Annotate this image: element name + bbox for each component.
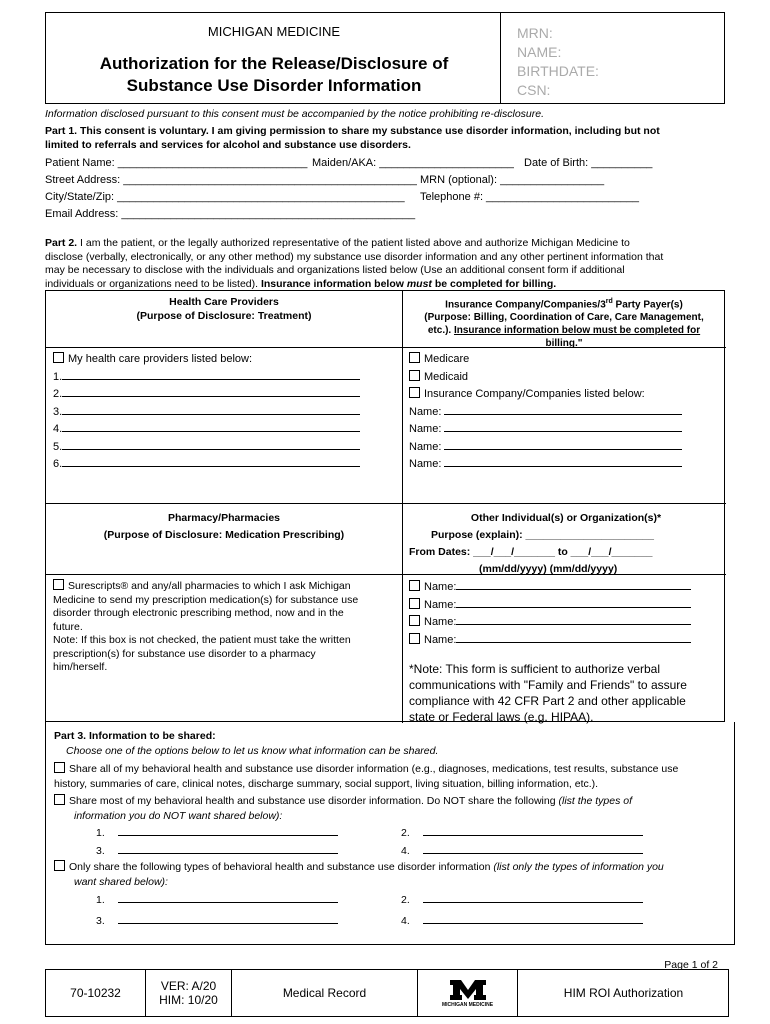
part2-line4: individuals or organizations need to be listed). bbox=[45, 277, 261, 290]
hcp-body bbox=[53, 351, 398, 474]
only-line-4[interactable]: 4. bbox=[401, 915, 643, 927]
roi-authorization: HIM ROI Authorization bbox=[563, 986, 684, 1000]
hcp-check-label: My health care providers listed below: bbox=[68, 353, 253, 365]
form-title-line2: Substance Use Disorder Information bbox=[126, 76, 422, 95]
option-share-only: Only share the following types of behavioral health and substance use disorder information (list only the types of information you want shared below): bbox=[54, 860, 734, 890]
ins-purpose2a: etc.). bbox=[427, 325, 454, 337]
form-title-line1: Authorization for the Release/Disclosure of bbox=[99, 54, 449, 73]
part2-line1: I am the patient, or the legally authorized representative of the patient listed above and authorize Michigan Medicine to bbox=[77, 237, 630, 249]
michigan-medicine-logo bbox=[418, 970, 518, 1016]
mrn-label: MRN: bbox=[517, 25, 553, 41]
hcp-header bbox=[46, 295, 402, 323]
part2-line2: disclose (verbally, electronically, or any other method) my substance use disorder information and any other pertinent information that bbox=[45, 250, 664, 263]
ins-name-2[interactable]: Name: bbox=[409, 421, 721, 439]
part1-line1: Part 1. This consent is voluntary. I am giving permission to share my substance use disorder information, including but not bbox=[45, 125, 660, 137]
pharmacy-body bbox=[53, 579, 398, 675]
pharm-line-4: Note: If this box is not checked, the patient must take the written bbox=[53, 634, 351, 646]
other-name-3[interactable]: Name: bbox=[409, 614, 723, 632]
part3-box bbox=[45, 722, 735, 945]
ins-name-3[interactable]: Name: bbox=[409, 439, 721, 457]
ins-purpose1: (Purpose: Billing, Coordination of Care, Care Management, bbox=[424, 312, 704, 324]
birthdate-label: BIRTHDATE: bbox=[517, 63, 599, 79]
medicaid-label: Medicaid bbox=[424, 370, 469, 383]
part3-subtitle: Choose one of the options below to let us know what information can be shared. bbox=[66, 745, 439, 757]
ins-purpose2b: Insurance information below must be completed for bbox=[453, 325, 701, 337]
other-name-2[interactable]: Name: bbox=[409, 597, 723, 615]
most-line-2[interactable]: 2. bbox=[401, 827, 643, 839]
hcp-purpose: (Purpose of Disclosure: Treatment) bbox=[136, 310, 312, 322]
other-name-1[interactable]: Name: bbox=[409, 579, 723, 597]
ins-title-b: Party Payer(s) bbox=[612, 299, 683, 311]
logo-text: MICHIGAN MEDICINE bbox=[441, 1002, 494, 1008]
patient-label-box bbox=[501, 12, 725, 104]
insurance-required-c: be completed for billing. bbox=[431, 277, 557, 290]
hcp-line-1[interactable]: 1. bbox=[53, 369, 398, 387]
version-cell bbox=[146, 970, 232, 1016]
only-line-3[interactable]: 3. bbox=[96, 915, 338, 927]
him-date: HIM: 10/20 bbox=[159, 993, 218, 1007]
ins-title-a: Insurance Company/Companies/3 bbox=[445, 299, 606, 311]
most-line-1[interactable]: 1. bbox=[96, 827, 338, 839]
pharm-purpose: (Purpose of Disclosure: Medication Prescribing) bbox=[103, 529, 345, 541]
hcp-line-3[interactable]: 3. bbox=[53, 404, 398, 422]
footer bbox=[45, 969, 729, 1017]
part2-line3: may be necessary to disclose with the individuals and organizations listed below (Use an additional consent form if additional bbox=[45, 264, 625, 276]
other-header bbox=[409, 510, 723, 578]
other-dates[interactable]: From Dates: ___/___/_______ to ___/___/_______ bbox=[409, 546, 653, 558]
option-share-all: Share all of my behavioral health and substance use disorder information (e.g., diagnoses, medications, test results, substance use history, summaries of care, clinical notes, discharge summary, social support, living situation, billing information, etc.). bbox=[54, 763, 679, 790]
part2-text bbox=[45, 237, 735, 291]
share-all-checkbox[interactable] bbox=[54, 762, 65, 773]
ins-name-1[interactable]: Name: bbox=[409, 404, 721, 422]
hcp-checkbox[interactable] bbox=[53, 352, 64, 363]
medicaid-checkbox[interactable] bbox=[409, 370, 420, 381]
other-body bbox=[409, 579, 723, 649]
name-label: NAME: bbox=[517, 44, 562, 60]
insurance-company-label: Insurance Company/Companies listed below: bbox=[424, 388, 645, 400]
page-number: Page 1 of 2 bbox=[664, 959, 718, 971]
other-name-4[interactable]: Name: bbox=[409, 632, 723, 650]
ins-name-4[interactable]: Name: bbox=[409, 456, 721, 474]
family-friends-note: *Note: This form is sufficient to authorize verbal communications with "Family and Friends" to assure compliance with 42 CFR Part 2 and other applicable state or Federal laws (e.g. HIPAA). bbox=[409, 662, 687, 724]
pharm-line-2: disorder through electronic prescribing method, now and in the bbox=[53, 607, 344, 619]
disclosure-table bbox=[45, 290, 725, 722]
redisclosure-notice: Information disclosed pursuant to this consent must be accompanied by the notice prohibiting re-disclosure. bbox=[45, 108, 545, 120]
hcp-line-6[interactable]: 6. bbox=[53, 456, 398, 474]
city-field[interactable]: City/State/Zip: _______________________________________________ bbox=[45, 191, 405, 203]
insurance-required-a: Insurance information below bbox=[260, 277, 407, 290]
dob-field[interactable]: Date of Birth: __________ bbox=[524, 157, 653, 169]
insurance-header bbox=[403, 295, 725, 350]
pharm-line-6: him/herself. bbox=[53, 661, 108, 673]
part2-label: Part 2. bbox=[45, 237, 78, 249]
medicare-label: Medicare bbox=[424, 353, 470, 365]
ins-title-sup: rd bbox=[605, 298, 613, 305]
hcp-line-2[interactable]: 2. bbox=[53, 386, 398, 404]
hcp-line-4[interactable]: 4. bbox=[53, 421, 398, 439]
most-line-3[interactable]: 3. bbox=[96, 845, 338, 857]
option-share-most: Share most of my behavioral health and substance use disorder information. Do NOT share the following (list the types of information you do NOT want shared below): bbox=[54, 794, 734, 824]
other-date-format: (mm/dd/yyyy) (mm/dd/yyyy) bbox=[479, 563, 618, 575]
insurance-company-checkbox[interactable] bbox=[409, 387, 420, 398]
insurance-required-b: must bbox=[406, 277, 432, 290]
email-field[interactable]: Email Address: ________________________________________________ bbox=[45, 208, 416, 220]
pharm-line-5: prescription(s) for substance use disorder to a pharmacy bbox=[53, 647, 316, 660]
hcp-line-5[interactable]: 5. bbox=[53, 439, 398, 457]
pharm-line-1: Medicine to send my prescription medication(s) for substance use bbox=[53, 593, 359, 606]
other-purpose[interactable]: Purpose (explain): ______________________ bbox=[431, 529, 654, 541]
surescripts-checkbox[interactable] bbox=[53, 579, 64, 590]
pharmacy-header bbox=[46, 510, 402, 544]
share-most-checkbox[interactable] bbox=[54, 794, 65, 805]
maiden-field[interactable]: Maiden/AKA: ______________________ bbox=[312, 157, 514, 169]
medicare-checkbox[interactable] bbox=[409, 352, 420, 363]
pharm-check-label: Surescripts® and any/all pharmacies to which I ask Michigan bbox=[68, 580, 351, 592]
org-name: MICHIGAN MEDICINE bbox=[207, 24, 341, 39]
block-m-icon bbox=[448, 978, 488, 1002]
street-field[interactable]: Street Address: ________________________________________________ bbox=[45, 174, 417, 186]
pharm-title: Pharmacy/Pharmacies bbox=[167, 512, 281, 524]
telephone-field[interactable]: Telephone #: _________________________ bbox=[420, 191, 639, 203]
header-box bbox=[45, 12, 501, 104]
medical-record: Medical Record bbox=[232, 970, 418, 1016]
only-line-1[interactable]: 1. bbox=[96, 894, 338, 906]
form-number: 70-10232 bbox=[46, 970, 146, 1016]
version: VER: A/20 bbox=[160, 979, 217, 993]
most-line-4[interactable]: 4. bbox=[401, 845, 643, 857]
hcp-title: Health Care Providers bbox=[169, 296, 279, 308]
patient-name-field[interactable]: Patient Name: _______________________________ bbox=[45, 157, 308, 169]
pharm-line-3: future. bbox=[53, 620, 83, 633]
mrn-optional-field[interactable]: MRN (optional): _________________ bbox=[420, 174, 605, 186]
only-line-2[interactable]: 2. bbox=[401, 894, 643, 906]
share-only-checkbox[interactable] bbox=[54, 860, 65, 871]
other-title: Other Individual(s) or Organization(s)* bbox=[470, 512, 662, 524]
ins-purpose3: billing." bbox=[545, 338, 583, 350]
insurance-body bbox=[409, 351, 721, 474]
csn-label: CSN: bbox=[517, 82, 551, 98]
part1-line2: limited to referrals and services for alcohol and substance use disorders. bbox=[45, 139, 411, 151]
part3-title: Part 3. Information to be shared: bbox=[54, 730, 216, 742]
